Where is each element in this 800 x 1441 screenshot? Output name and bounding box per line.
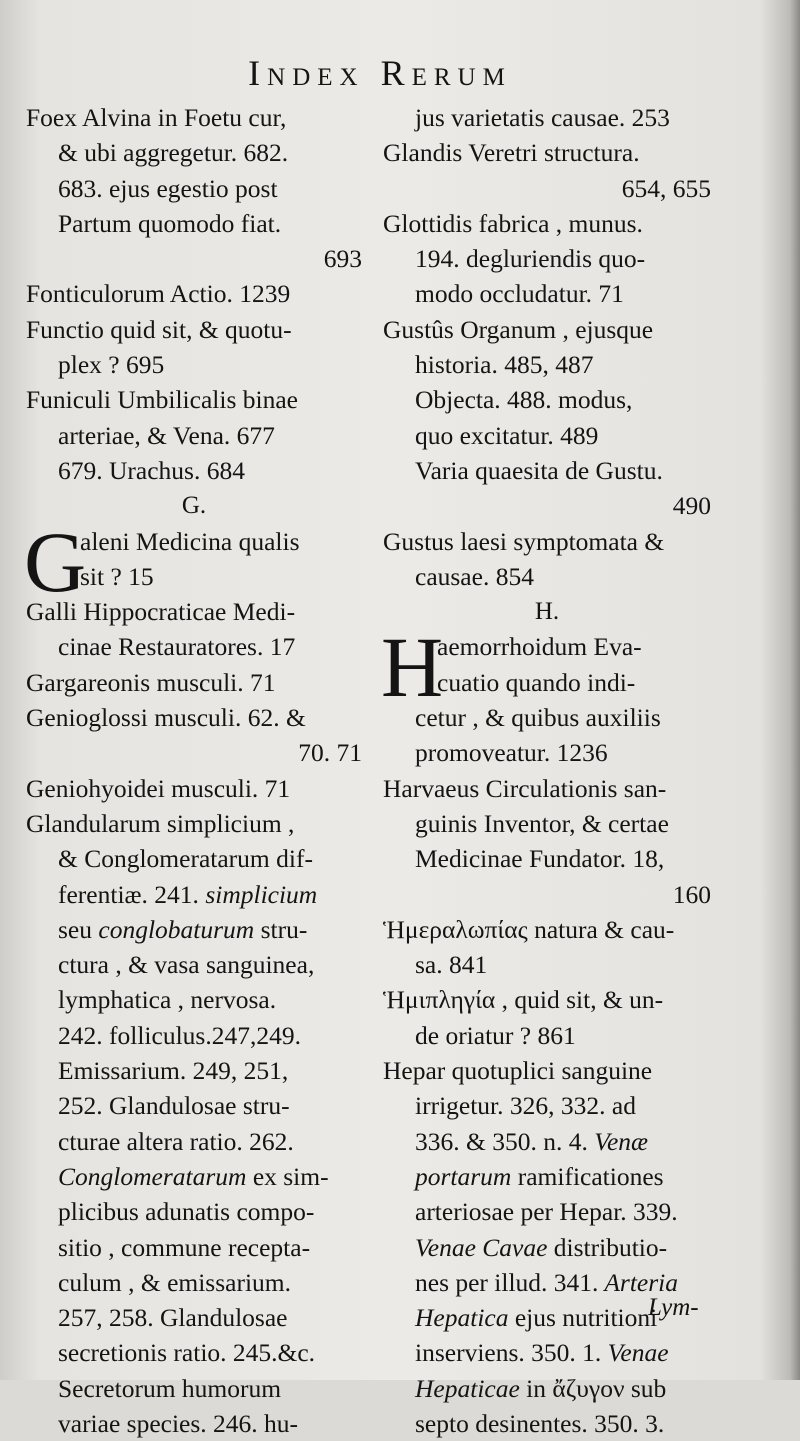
index-entry-line: Funiculi Umbilicalis binae (26, 385, 298, 415)
index-entry-line: 194. degluriendis quo- (415, 244, 646, 274)
italic-text: Hepatica (415, 1303, 509, 1333)
italic-text: conglobaturum (98, 914, 255, 944)
index-entry-line: sit ? 15 (80, 561, 154, 591)
index-entry-line: ferentiæ. 241. simplicium (58, 879, 318, 909)
index-entry-line: septo desinentes. 350. 3. (415, 1408, 665, 1438)
index-entry-line: Glandularum simplicium , (26, 808, 295, 838)
index-entry-line: aleni Medicina qualis (80, 526, 300, 556)
index-entry-line: plex ? 695 (58, 350, 165, 380)
index-entry-line: 257, 258. Glandulosae (58, 1303, 288, 1333)
index-entry-line: Hepatica ejus nutritioni (415, 1303, 658, 1333)
italic-text: Conglomeratarum (58, 1161, 247, 1191)
index-entry-line: inserviens. 350. 1. Venae (415, 1338, 669, 1368)
index-column-right (383, 100, 711, 1441)
drop-capital: H (381, 619, 444, 716)
index-entry-line: Galli Hippocraticae Medi- (26, 597, 296, 627)
index-entry-line: sitio , commune recepta- (58, 1232, 311, 1262)
index-entry-line: 683. ejus egestio post (58, 173, 278, 203)
italic-text: Venae (601, 1338, 669, 1368)
index-entry-line: Ἡμιπληγία , quid sit, & un- (383, 985, 664, 1015)
index-entry-line: culum , & emissarium. (58, 1267, 292, 1297)
index-entry-line: modo occludatur. 71 (415, 279, 624, 309)
index-entry-line: guinis Inventor, & certae (415, 808, 669, 838)
catchword: Lym- (648, 1294, 699, 1321)
index-entry-line: Emissarium. 249, 251, (58, 1056, 289, 1086)
index-entry-line: Venae Cavae distributio- (415, 1232, 668, 1262)
index-entry-line: ctura , & vasa sanguinea, (58, 950, 315, 980)
index-entry-line: Gustûs Organum , ejusque (383, 314, 654, 344)
index-entry-line: causae. 854 (415, 561, 534, 591)
italic-text: Venae Cavae (415, 1232, 548, 1262)
index-entry-line: Genioglossi musculi. 62. & (26, 703, 306, 733)
index-entry-line: secretionis ratio. 245.&c. (58, 1338, 316, 1368)
italic-text: Arteria (598, 1267, 679, 1297)
index-entry-line: cetur , & quibus auxiliis (415, 703, 661, 733)
index-entry-line: Secretorum humorum (58, 1373, 282, 1403)
index-entry-line: quo excitatur. 489 (415, 420, 599, 450)
index-entry-line: Conglomeratarum ex sim- (58, 1161, 329, 1191)
index-entry-line: seu conglobaturum stru- (58, 914, 308, 944)
index-entry-line: sa. 841 (415, 950, 488, 980)
index-entry-line: cturae altera ratio. 262. (58, 1126, 294, 1156)
index-entry-line: de oriatur ? 861 (415, 1020, 576, 1050)
index-entry-line: Harvaeus Circulationis san- (383, 773, 667, 803)
index-entry-line: 490 (672, 491, 711, 521)
dropcap-entry (381, 619, 711, 716)
running-head: Index Rerum (248, 53, 512, 93)
index-entry-line: Partum quomodo fiat. (58, 208, 282, 238)
index-entry-line: Varia quaesita de Gustu. (415, 455, 663, 485)
section-letter-heading: H. (534, 598, 560, 626)
index-entry-line: & Conglomeratarum dif- (58, 844, 313, 874)
index-entry-line: 654, 655 (621, 173, 711, 203)
section-letter-heading: G. (181, 492, 207, 520)
index-entry-line: promoveatur. 1236 (415, 738, 608, 768)
index-entry-line: Gustus laesi symptomata & (383, 526, 665, 556)
index-entry-line: Hepar quotuplici sanguine (383, 1056, 653, 1086)
index-entry-line: cinae Restauratores. 17 (58, 632, 296, 662)
index-entry-line: Geniohyoidei musculi. 71 (26, 773, 291, 803)
index-entry-line: Ἡμεραλωπίας natura & cau- (383, 914, 675, 944)
index-entry-line: 252. Glandulosae stru- (58, 1091, 290, 1121)
index-entry-line: variae species. 246. hu- (58, 1408, 299, 1438)
index-entry-line: Foex Alvina in Foetu cur, (26, 103, 287, 132)
index-entry-line: Glottidis fabrica , munus. (383, 208, 643, 238)
index-entry-line: arteriosae per Hepar. 339. (415, 1197, 678, 1227)
italic-text: simplicium (198, 879, 318, 909)
index-entry-line: jus varietatis causae. 253 (415, 103, 670, 132)
index-entry-line: lymphatica , nervosa. (58, 985, 277, 1015)
index-entry-line: 160 (672, 879, 711, 909)
index-entry-line: irrigetur. 326, 332. ad (415, 1091, 636, 1121)
index-entry-line: aemorrhoidum Eva- (437, 632, 642, 662)
dropcap-entry (24, 513, 362, 610)
index-entry-line: historia. 485, 487 (415, 350, 594, 380)
index-entry-line: 70. 71 (298, 738, 362, 768)
index-entry-line: 693 (323, 244, 362, 274)
italic-text: Venæ (587, 1126, 649, 1156)
index-entry-line: Glandis Veretri structura. (383, 138, 640, 168)
index-entry-line: nes per illud. 341. Arteria (415, 1267, 679, 1297)
index-entry-line: Fonticulorum Actio. 1239 (26, 279, 291, 309)
italic-text: portarum (415, 1161, 512, 1191)
index-entry-line: 336. & 350. n. 4. Venæ (415, 1126, 649, 1156)
index-entry-line: portarum ramificationes (415, 1161, 664, 1191)
index-entry-line: Gargareonis musculi. 71 (26, 667, 276, 697)
index-entry-line: arteriae, & Vena. 677 (58, 420, 275, 450)
index-entry-line: Objecta. 488. modus, (415, 385, 633, 415)
index-entry-line: plicibus adunatis compo- (58, 1197, 315, 1227)
index-entry-line: Hepaticae in ἄζυγον sub (415, 1373, 667, 1403)
index-entry-line: & ubi aggregetur. 682. (58, 138, 289, 168)
index-entry-line: cuatio quando indi- (437, 667, 636, 697)
index-entry-line: Medicinae Fundator. 18, (415, 844, 665, 874)
index-column-left (26, 100, 362, 1441)
index-entry-line: 242. folliculus.247,249. (58, 1020, 301, 1050)
index-entry-line: Functio quid sit, & quotu- (26, 314, 292, 344)
drop-capital: G (24, 513, 87, 610)
index-entry-line: 679. Urachus. 684 (58, 455, 245, 485)
italic-text: Hepaticae (415, 1373, 520, 1403)
